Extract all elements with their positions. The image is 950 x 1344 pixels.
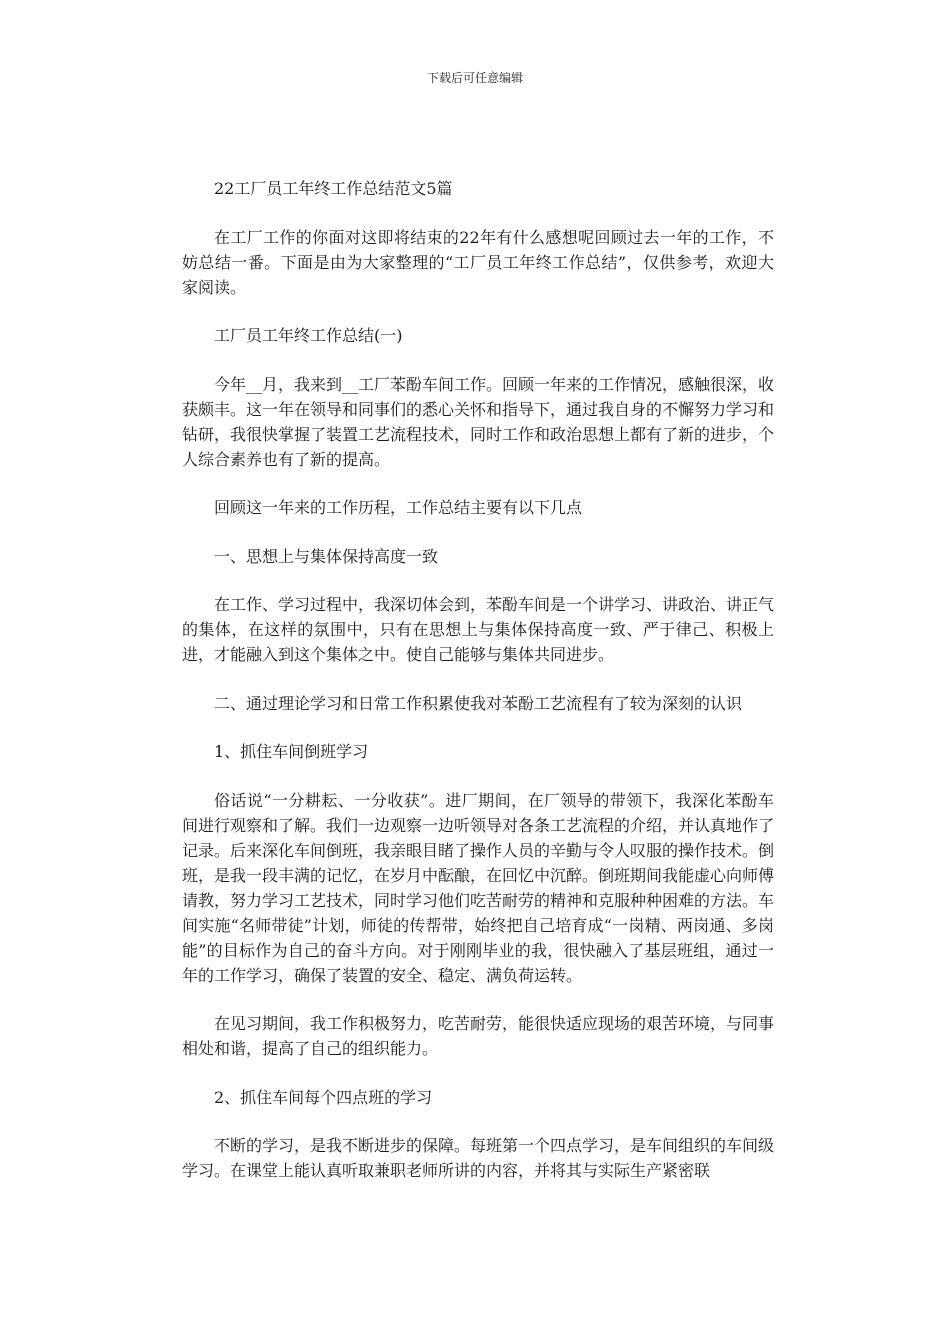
document-body: [182, 176, 774, 1207]
body-paragraph: 回顾这一年来的工作历程，工作总结主要有以下几点: [214, 498, 583, 517]
body-paragraph: 不断的学习，是我不断进步的保障。每班第一个四点学习，是车间组织的车间级学习。在课堂上能认真听取兼职老师所讲的内容，并将其与实际生产紧密联: [182, 1136, 775, 1180]
section-heading: 工厂员工年终工作总结(一): [214, 326, 403, 345]
item-heading: 1、抓住车间倒班学习: [214, 742, 369, 761]
body-paragraph: 今年__月，我来到__工厂苯酚车间工作。回顾一年来的工作情况，感触很深，收获颇丰。这一年在领导和同事们的悉心关怀和指导下，通过我自身的不懈努力学习和钻研，我很快掌握了装置工艺流程技术，同时工作和政治思想上都有了新的进步，个人综合素养也有了新的提高。: [182, 374, 775, 469]
document-title: 22工厂员工年终工作总结范文5篇: [214, 179, 453, 198]
body-paragraph: 在见习期间，我工作积极努力，吃苦耐劳，能很快适应现场的艰苦环境，与同事相处和谐，提高了自己的组织能力。: [182, 1014, 775, 1058]
body-paragraph: 俗话说“一分耕耘、一分收获”。进厂期间，在厂领导的带领下，我深化苯酚车间进行观察和了解。我们一边观察一边听领导对各条工艺流程的介绍，并认真地作了记录。后来深化车间倒班，我亲眼目睹了操作人员的辛勤与令人叹服的操作技术。倒班，是我一段丰满的记忆，在岁月中酝酿，在回忆中沉醉。倒班期间我能虚心向师傅请教，努力学习工艺技术，同时学习他们吃苦耐劳的精神和克服种种困难的方法。车间实施“名师带徒”计划，师徒的传帮带，始终把自己培育成“一岗精、两岗通、多岗能”的目标作为自己的奋斗方向。对于刚刚毕业的我，很快融入了基层班组，通过一年的工作学习，确保了装置的安全、稳定、满负荷运转。: [182, 790, 775, 985]
page-header-note: 下载后可任意编辑: [426, 71, 523, 85]
item-heading: 2、抓住车间每个四点班的学习: [214, 1087, 433, 1107]
intro-paragraph: 在工厂工作的你面对这即将结束的22年有什么感想呢回顾过去一年的工作，不妨总结一番。下面是由为大家整理的“工厂员工年终工作总结”，仅供参考，欢迎大家阅读。: [182, 227, 774, 297]
subsection-heading: 二、通过理论学习和日常工作积累使我对苯酚工艺流程有了较为深刻的认识: [214, 693, 743, 713]
subsection-heading: 一、思想上与集体保持高度一致: [214, 546, 439, 566]
body-paragraph: 在工作、学习过程中，我深切体会到，苯酚车间是一个讲学习、讲政治、讲正气的集体，在这样的氛围中，只有在思想上与集体保持高度一致、严于律己、积极上进，才能融入到这个集体之中。使自己能够与集体共同进步。: [182, 595, 775, 664]
